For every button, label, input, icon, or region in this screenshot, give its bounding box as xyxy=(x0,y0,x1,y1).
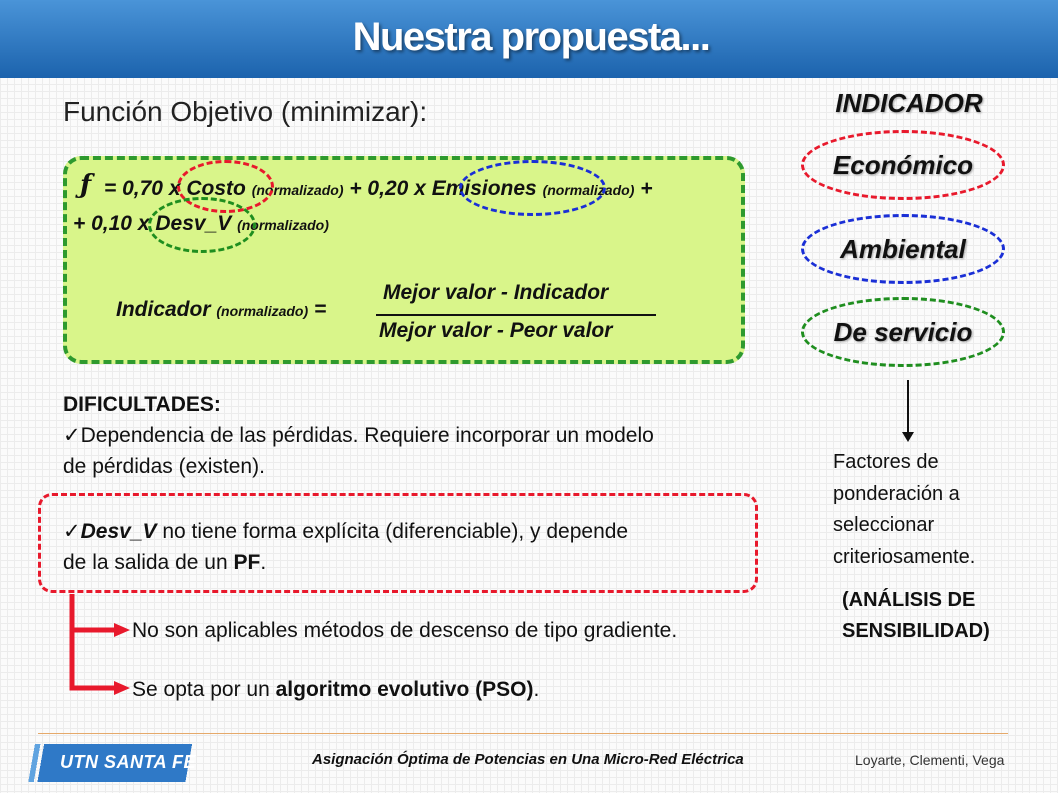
formula-equals: = xyxy=(313,298,327,321)
consequence-1: No son aplicables métodos de descenso de tipo gradiente. xyxy=(132,619,678,642)
formula-normalizado-3: (normalizado) xyxy=(237,217,329,233)
formula-times-3: x xyxy=(137,212,150,235)
analysis-line-2: SENSIBILIDAD) xyxy=(842,620,990,642)
factors-text xyxy=(833,447,975,573)
consequence-2-end: . xyxy=(533,678,540,701)
footer-authors: Loyarte, Clementi, Vega xyxy=(855,752,1005,768)
formula-emisiones: Emisiones xyxy=(431,177,537,200)
factors-line-4: criteriosamente. xyxy=(833,545,976,568)
difficulty-1-line-2: de pérdidas (existen). xyxy=(63,455,265,478)
formula-costo: Costo xyxy=(186,177,246,200)
indicator-de-servicio: De servicio xyxy=(801,297,1005,367)
formula-indicador: Indicador xyxy=(116,298,211,321)
formula-plus-end: + xyxy=(640,177,653,200)
f-symbol: ƒ xyxy=(80,170,92,200)
desv-v-highlight-ellipse xyxy=(148,197,256,253)
check-icon: ✓ xyxy=(63,520,81,543)
factors-line-3: seleccionar xyxy=(833,514,935,536)
fraction-numerator: Mejor valor - Indicador xyxy=(383,281,609,304)
difficulties-heading: DIFICULTADES: xyxy=(63,393,221,416)
title-bar xyxy=(0,0,1058,78)
utn-logo-text: UTN SANTA FE xyxy=(60,752,196,772)
consequence-2-bold: algoritmo evolutivo (PSO) xyxy=(275,678,534,701)
sensitivity-analysis xyxy=(842,585,990,647)
emisiones-highlight-ellipse xyxy=(459,160,606,216)
difficulty-item-2 xyxy=(63,516,753,578)
bracket-arrows-icon xyxy=(60,592,132,697)
consequence-2-pre: Se opta por un xyxy=(132,678,276,701)
down-arrow-icon xyxy=(896,378,920,444)
analysis-line-1: (ANÁLISIS DE xyxy=(842,589,976,611)
formula-normalizado-4: (normalizado) xyxy=(216,303,309,319)
footer-divider xyxy=(38,733,1008,734)
difficulty-2-end: . xyxy=(260,551,267,574)
indicator-header: INDICADOR xyxy=(835,88,983,118)
utn-logo xyxy=(24,744,200,782)
formula-normalizado-1: (normalizado) xyxy=(251,182,344,198)
difficulty-1-line-1: Dependencia de las pérdidas. Requiere incorporar un modelo xyxy=(80,424,654,447)
check-icon: ✓ xyxy=(63,424,81,447)
formula-coef-070: = 0,70 xyxy=(104,177,163,200)
slide-title: Nuestra propuesta... xyxy=(352,14,710,59)
difficulty-2-desv-v: Desv_V xyxy=(80,520,157,543)
difficulty-2-line-2: de la salida de un xyxy=(63,551,234,574)
formula-coef-010: + 0,10 xyxy=(73,212,132,235)
consequence-2 xyxy=(132,674,539,705)
formula-times-2: x xyxy=(414,177,426,200)
indicador-normalizado-label xyxy=(116,298,326,322)
formula-coef-020: + 0,20 xyxy=(349,177,409,200)
difficulty-2-line-1: no tiene forma explícita (diferenciable), y depende xyxy=(156,520,629,543)
footer-title: Asignación Óptima de Potencias en Una Micro-Red Eléctrica xyxy=(312,751,744,768)
indicator-economico: Económico xyxy=(801,130,1005,200)
factors-line-2: ponderación a xyxy=(833,482,960,505)
fraction-line xyxy=(376,314,656,316)
difficulty-item-1 xyxy=(63,420,763,482)
objective-title: Función Objetivo (minimizar): xyxy=(63,96,428,127)
fraction-denominator: Mejor valor - Peor valor xyxy=(379,319,613,342)
formula-times-1: x xyxy=(168,177,181,200)
indicator-ambiental: Ambiental xyxy=(801,214,1005,284)
factors-line-1: Factores de xyxy=(833,451,939,473)
difficulty-2-pf: PF xyxy=(233,551,261,574)
formula-desv-v: Desv_V xyxy=(155,212,232,235)
formula-normalizado-2: (normalizado) xyxy=(542,182,635,198)
